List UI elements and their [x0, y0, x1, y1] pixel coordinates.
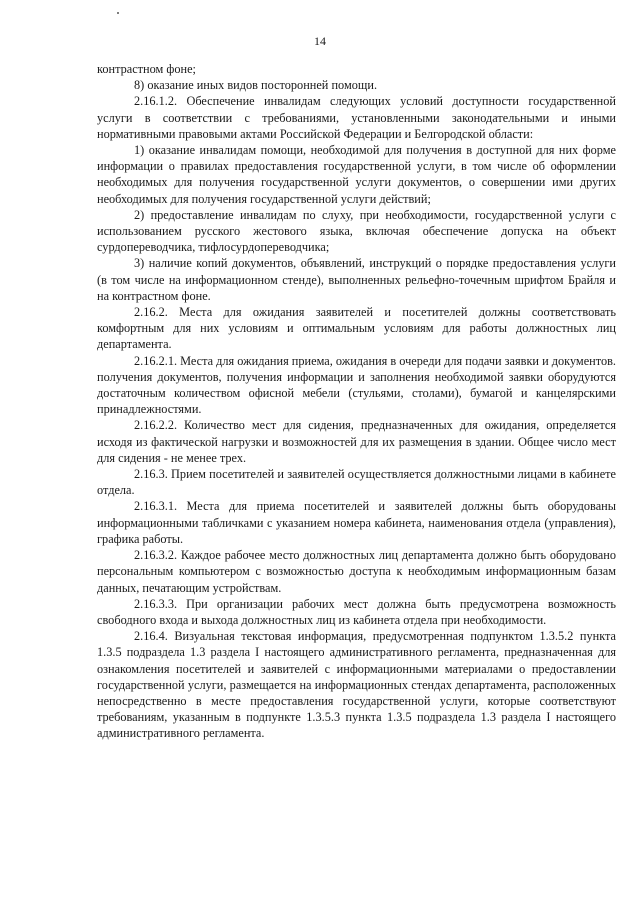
- paragraph: 2.16.3.2. Каждое рабочее место должностных лиц департамента должно быть оборудовано персональным компьютером с возможностью доступа к необходимым информационным базам данных, печатающим устройствам.: [97, 548, 616, 595]
- paragraph: 2.16.2.1. Места для ожидания приема, ожидания в очереди для подачи заявки и документов. получения документов, получения информации и заполнения необходимой заявки оборудуются достаточным количеством офисной мебели (стульями, столами), бумагой и канцелярскими принадлежностями.: [97, 353, 616, 417]
- paragraph: 2.16.2.2. Количество мест для сидения, предназначенных для ожидания, определяется исходя из фактической нагрузки и возможностей для их размещения в здании. Общее число мест для сидения - не менее трех.: [97, 418, 616, 465]
- paragraph: 3) наличие копий документов, объявлений, инструкций о порядке предоставления услуги (в том числе на информационном стенде), выполненных рельефно-точечным шрифтом Брайля и на контрастном фоне.: [97, 256, 616, 303]
- scan-speck: [117, 12, 119, 14]
- paragraph: 2.16.2. Места для ожидания заявителей и посетителей должны соответствовать комфортным для них условиям и оптимальным условиям для работы должностных лиц департамента.: [97, 305, 616, 352]
- paragraph: 8) оказание иных видов посторонней помощи.: [134, 78, 378, 93]
- paragraph: 2.16.3. Прием посетителей и заявителей осуществляется должностными лицами в кабинете отдела.: [97, 467, 616, 498]
- page-number: 14: [314, 34, 326, 48]
- paragraph: 1) оказание инвалидам помощи, необходимой для получения в доступной для них форме информации о правилах предоставления государственной услуги, в том числе об оформлении необходимых для получения государственной услуги документов, о совершении ими других необходимых для получения государственной услуги действий;: [97, 143, 616, 206]
- paragraph: 2.16.3.3. При организации рабочих мест должна быть предусмотрена возможность свободного входа и выхода должностных лиц из кабинета отдела при необходимости.: [97, 596, 616, 627]
- paragraph: 2.16.3.1. Места для приема посетителей и заявителей должны быть оборудованы информационными табличками с указанием номера кабинета, наименования отдела (управления), графика работы.: [97, 499, 616, 546]
- document-body: [97, 61, 616, 742]
- paragraph: 2) предоставление инвалидам по слуху, при необходимости, государственной услуги с использованием русского жестового языка, включая обеспечение допуска на объект сурдопереводчика, тифлосурдопереводчика;: [97, 207, 616, 255]
- paragraph: 2.16.4. Визуальная текстовая информация, предусмотренная подпунктом 1.3.5.2 пункта 1.3.5 подраздела 1.3 раздела I настоящего административного регламента, предназначенная для ознакомления посетителей и заявителей с информационными материалами о предоставлении государственной услуги, размещается на информационных стендах департамента, расположенных непосредственно в месте предоставления государственной услуги, которые соответствуют требованиям, указанным в подпункте 1.3.5.3 пункта 1.3.5 подраздела 1.3 раздела I настоящего административного регламента.: [97, 629, 616, 741]
- paragraph: контрастном фоне;: [97, 62, 196, 76]
- paragraph: 2.16.1.2. Обеспечение инвалидам следующих условий доступности государственной услуги в соответствии с требованиями, установленными законодательными и иными нормативными правовыми актами Российской Федерации и Белгородской области:: [97, 94, 616, 141]
